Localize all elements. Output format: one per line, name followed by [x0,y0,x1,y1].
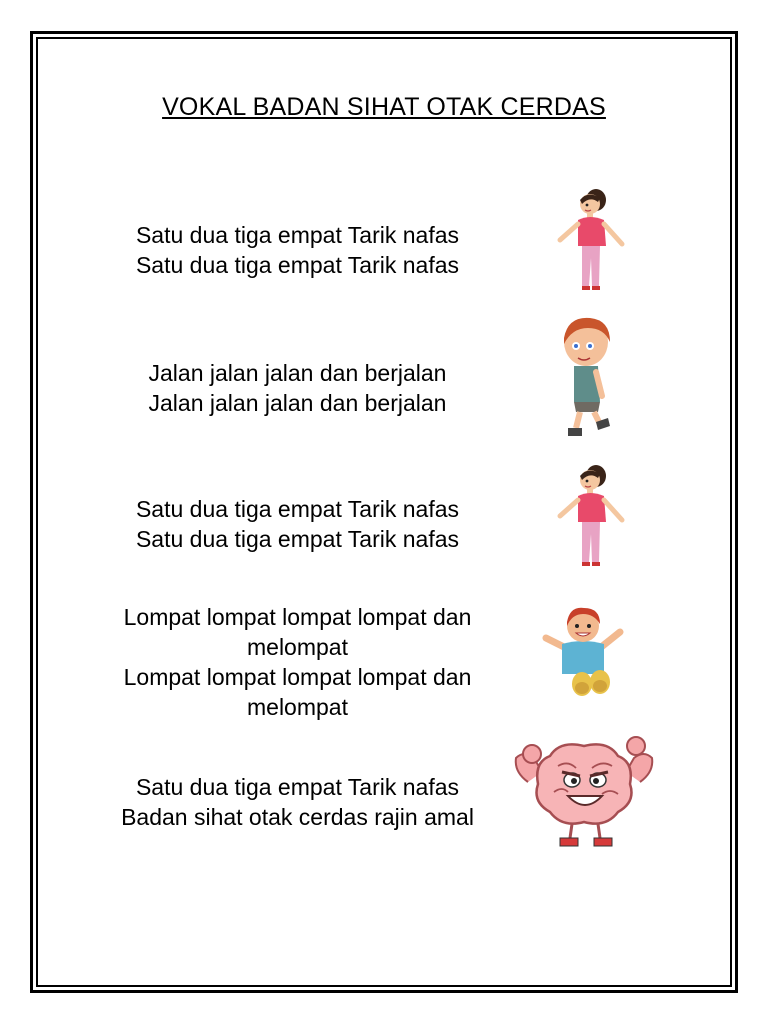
verse-4 [100,602,495,722]
boy-jumping-icon [538,604,628,700]
boy-walking-icon [558,316,618,442]
verse-line: Satu dua tiga empat Tarik nafas [135,774,460,800]
girl-breathing-icon [552,462,628,572]
strong-brain-icon [506,732,662,852]
verse-line: Jalan jalan jalan dan berjalan [148,390,447,416]
verse-5 [100,772,495,832]
verse-line: Jalan jalan jalan dan berjalan [148,360,447,386]
verse-line: Lompat lompat lompat lompat dan melompat [123,664,472,720]
verse-line: Satu dua tiga empat Tarik nafas [135,496,460,522]
verse-1 [100,220,495,280]
verse-2 [100,358,495,418]
page-title: VOKAL BADAN SIHAT OTAK CERDAS [162,93,606,121]
verse-3 [100,494,495,554]
verse-line: Badan sihat otak cerdas rajin amal [121,804,474,830]
verse-line: Satu dua tiga empat Tarik nafas [135,252,460,278]
girl-breathing-icon [552,186,628,296]
verse-line: Satu dua tiga empat Tarik nafas [135,526,460,552]
verse-line: Satu dua tiga empat Tarik nafas [135,222,460,248]
verse-line: Lompat lompat lompat lompat dan melompat [123,604,472,660]
